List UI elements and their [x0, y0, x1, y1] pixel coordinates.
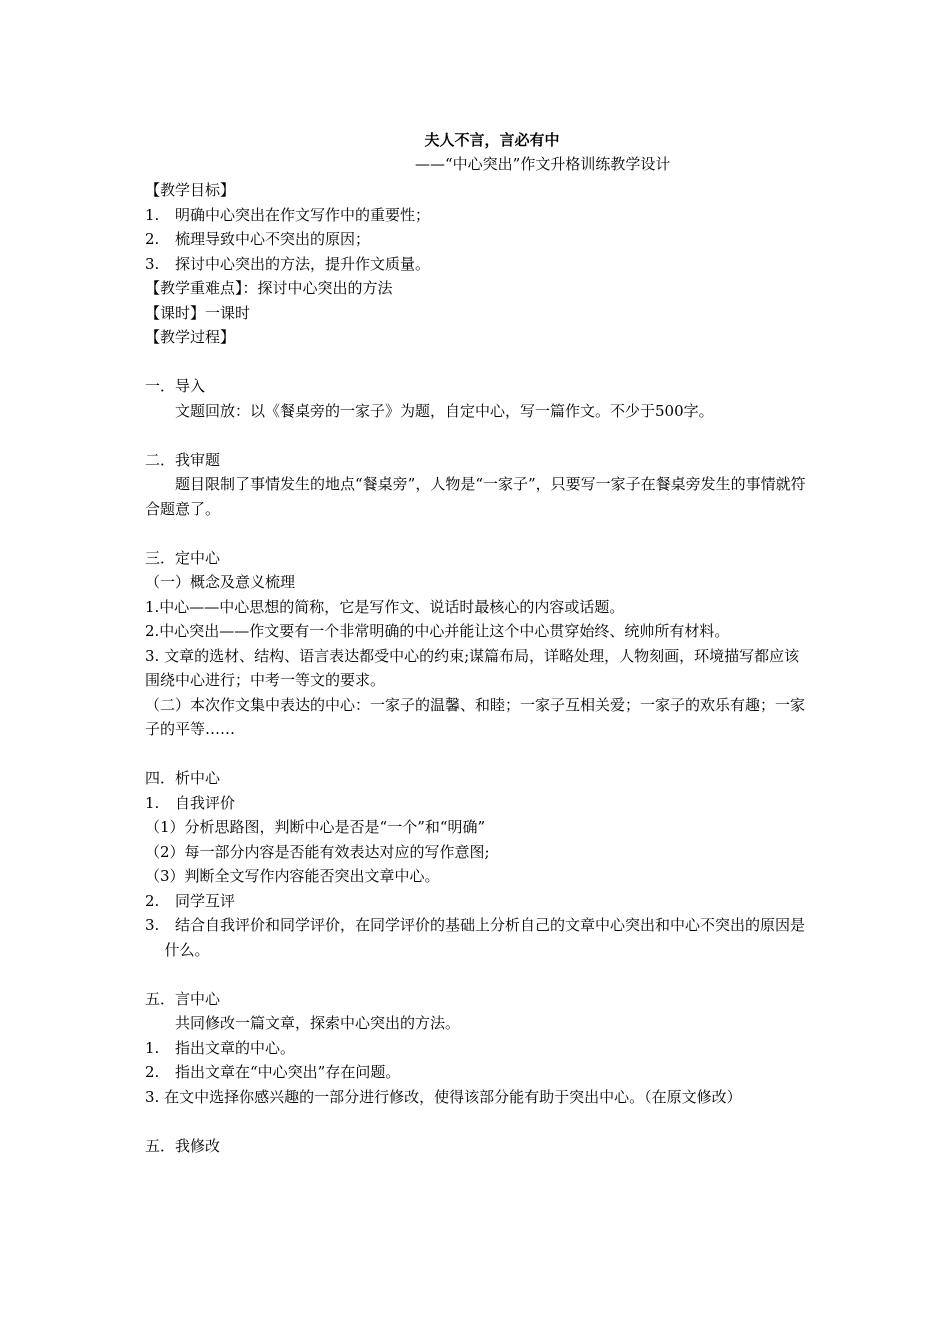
- goal-item: 1. 明确中心突出在作文写作中的重要性；: [145, 205, 431, 224]
- section-heading: 五．我修改: [145, 1136, 221, 1155]
- section-heading: 五．言中心: [145, 989, 221, 1008]
- section-heading: 三．定中心: [145, 548, 221, 567]
- list-item: 1. 指出文章的中心。: [145, 1038, 296, 1057]
- list-item: 2. 同学互评: [145, 891, 236, 910]
- period-line: 【课时】一课时: [145, 303, 251, 322]
- list-item: 3. 结合自我评价和同学评价，在同学评价的基础上分析自己的文章中心突出和中心不突出的原因是什么。: [145, 916, 806, 959]
- section-heading: 一．导入: [145, 377, 206, 395]
- doc-subtitle: ——“中心突出”作文升格训练教学设计: [415, 155, 671, 173]
- paragraph: 2.中心突出——作文要有一个非常明确的中心并能让这个中心贯穿始终、统帅所有材料。: [145, 622, 730, 640]
- list-item: （1）分析思路图，判断中心是否是“一个”和“明确”: [145, 818, 486, 836]
- section-text: 共同修改一篇文章，探索中心突出的方法。: [175, 1014, 461, 1032]
- section-text: 题目限制了事情发生的地点“餐桌旁”，人物是“一家子”，只要写一家子在餐桌旁发生的事情就符合题意了。: [145, 475, 806, 518]
- list-item: 2. 指出文章在“中心突出”存在问题。: [145, 1063, 401, 1081]
- list-item: （2）每一部分内容是否能有效表达对应的写作意图;: [145, 842, 490, 861]
- goals-heading: 【教学目标】: [145, 181, 236, 199]
- doc-title: 夫人不言，言必有中: [424, 131, 560, 149]
- section-heading: 四．析中心: [145, 769, 221, 787]
- keypoint-line: 【教学重难点】：探讨中心突出的方法: [145, 279, 393, 297]
- list-item: 1. 自我评价: [145, 793, 236, 812]
- list-item: 3. 在文中选择你感兴趣的一部分进行修改，使得该部分能有助于突出中心。（在原文修改）: [145, 1087, 742, 1106]
- section-text: 文题回放：以《餐桌旁的一家子》为题，自定中心，写一篇作文。不少于500字。: [175, 401, 714, 420]
- subsection-heading: （一）概念及意义梳理: [145, 573, 296, 591]
- process-heading: 【教学过程】: [145, 328, 236, 346]
- goal-item: 2. 梳理导致中心不突出的原因；: [145, 230, 371, 248]
- list-item: （3）判断全文写作内容能否突出文章中心。: [145, 867, 440, 885]
- document-body: [145, 128, 807, 1158]
- paragraph: 3. 文章的选材、结构、语言表达都受中心的约束;谋篇布局，详略处理，人物刻画，环境描写都应该围绕中心进行；中考一等文的要求。: [145, 646, 800, 689]
- paragraph: （二）本次作文集中表达的中心：一家子的温馨、和睦；一家子互相关爱；一家子的欢乐有趣；一家子的平等……: [145, 695, 806, 738]
- section-heading: 二．我审题: [145, 450, 221, 469]
- goal-item: 3. 探讨中心突出的方法，提升作文质量。: [145, 254, 431, 273]
- paragraph: 1.中心——中心思想的简称，它是写作文、说话时最核心的内容或话题。: [145, 597, 625, 616]
